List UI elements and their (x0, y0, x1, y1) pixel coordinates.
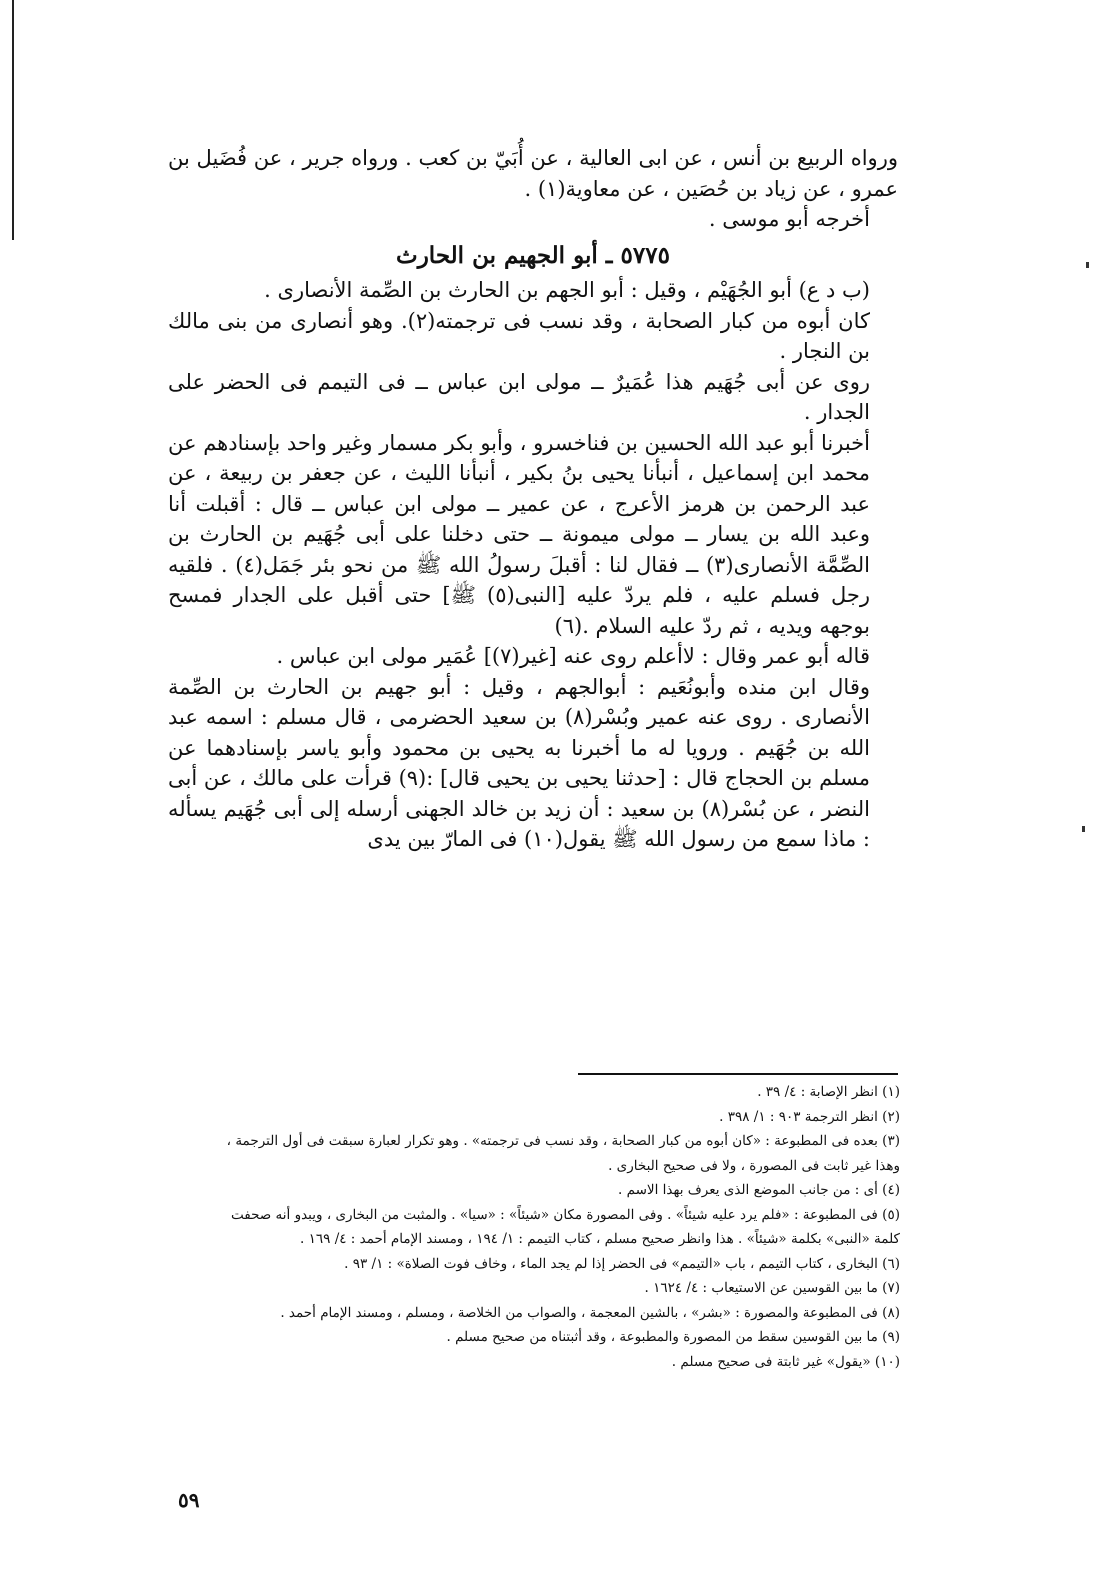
page-number: ٥٩ (178, 1488, 200, 1512)
paragraph: أخبرنا أبو عبد الله الحسين بن فناخسرو ، وأبو بكر مسمار وغير واحد بإسنادهم عن محمد ابن إسماعيل ، أنبأنا يحيى بنُ بكير ، أنبأنا الليث ، عن جعفر بن ربيعة ، عن عبد الرحمن بن هرمز الأعرج ، عن عمير ــ مولى ابن عباس ــ قال : أقبلت أنا وعبد الله بن يسار ــ مولى ميمونة ــ حتى دخلنا على أبى جُهَيم بن الحارث بن الصِّمَّة الأنصارى(٣) ــ فقال لنا : أقبلَ رسولُ الله ﷺ من نحو بئر جَمَل(٤) . فلقيه رجل فسلم عليه ، فلم يردّ عليه [النبى(٥) ﷺ] حتى أقبل على الجدار فمسح بوجهه ويديه ، ثم ردّ عليه السلام .(٦) (168, 430, 871, 638)
scan-edge-line (12, 0, 14, 240)
footnote: (٧) ما بين القوسين عن الاستيعاب : ٤/ ١٦٢٤ . (644, 1280, 900, 1296)
footnote: (٤) أى : من جانب الموضع الذى يعرف بهذا الاسم . (618, 1182, 900, 1198)
paragraph: وقال ابن منده وأبونُعَيم : أبوالجهم ، وقيل : أبو جهيم بن الحارث بن الصِّمة الأنصارى . روى عنه عمير وبُسْر(٨) بن سعيد الحضرمى ، قال مسلم : اسمه عبد الله بن جُهَيم . ورويا له ما أخبرنا به يحيى بن محمود وأبو ياسر بإسنادهما عن مسلم بن الحجاج قال : [حدثنا يحيى بن يحيى قال] :(٩) قرأت على مالك ، عن أبى النضر ، عن بُسْر(٨) بن سعيد : أن زيد بن خالد الجهنى أرسله إلى أبى جُهَيم يسأله : ماذا سمع من رسول الله ﷺ يقول(١٠) فى المارّ بين يدى (168, 674, 871, 851)
footnote: (٢) انظر الترجمة ٩٠٣ : ١/ ٣٩٨ . (719, 1108, 900, 1125)
footnote: (١٠) «يقول» غير ثابتة فى صحيح مسلم . (671, 1353, 900, 1370)
paragraph: كان أبوه من كبار الصحابة ، وقد نسب فى ترجمته(٢). وهو أنصارى من بنى مالك بن النجار . (168, 308, 870, 363)
entry-heading (168, 241, 898, 272)
paragraph: قاله أبو عمر وقال : لاأعلم روى عنه [غير(٧)] عُمَير مولى ابن عباس . (276, 644, 870, 668)
footnote: (٩) ما بين القوسين سقط من المصورة والمطبوعة ، وقد أثبتناه من صحيح مسلم . (446, 1329, 900, 1345)
main-text (168, 143, 898, 855)
scan-speck (1086, 262, 1089, 268)
footnotes (220, 1080, 900, 1374)
paragraph: روى عن أبى جُهَيم هذا عُمَيرٌ ــ مولى ابن عباس ــ فى التيمم فى الحضر على الجدار . (168, 369, 870, 424)
footnote: (٨) فى المطبوعة والمصورة : «بشر» ، بالشين المعجمة ، والصواب من الخلاصة ، ومسلم ، ومسند الإمام أحمد . (280, 1304, 900, 1321)
entry-title: ـ أبو الجهيم بن الحارث (396, 241, 613, 269)
entry-number: ٥٧٧٥ (620, 241, 670, 269)
footnote: (٥) فى المطبوعة : «فلم يرد عليه شيئاً» . وفى المصورة مكان «شيئاً» : «سيا» . والمثبت من البخارى ، ويبدو أنه صحفت كلمة «النبى» بكلمة «شيئاً» . هذا وانظر صحيح مسلم ، كتاب التيمم : ١/ ١٩٤ ، ومسند الإمام أحمد : ٤/ ١٦٩ . (230, 1206, 900, 1247)
footnote-separator (578, 1073, 898, 1075)
footnote: (٣) بعده فى المطبوعة : «كان أبوه من كبار الصحابة ، وقد نسب فى ترجمته» . وهو تكرار لعبارة سبقت فى أول الترجمة ، وهذا غير ثابت فى المصورة ، ولا فى صحيح البخارى . (226, 1133, 900, 1174)
paragraph: (ب د ع) أبو الجُهَيْم ، وقيل : أبو الجهم بن الحارث بن الصِّمة الأنصارى . (264, 278, 870, 302)
scan-speck (1082, 826, 1085, 832)
paragraph: أخرجه أبو موسى . (708, 207, 870, 231)
paragraph: ورواه الربيع بن أنس ، عن ابى العالية ، عن أُبَيّ بن كعب . ورواه جرير ، عن فُضَيل بن عمرو ، عن زياد بن حُصَين ، عن معاوية(١) . (168, 146, 898, 201)
footnote: (١) انظر الإصابة : ٤/ ٣٩ . (757, 1084, 900, 1100)
footnote: (٦) البخارى ، كتاب التيمم ، باب «التيمم» فى الحضر إذا لم يجد الماء ، وخاف فوت الصلاة» : ١/ ٩٣ . (344, 1255, 900, 1272)
